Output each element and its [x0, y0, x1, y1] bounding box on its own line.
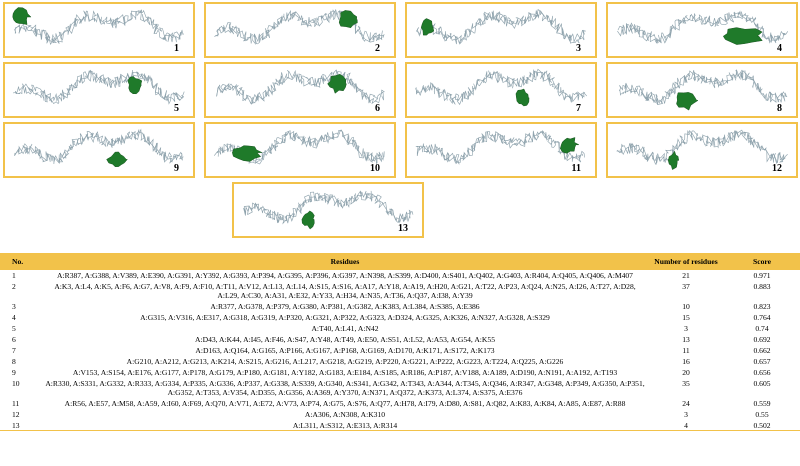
cell-no: 11	[12, 398, 20, 408]
cell-residues: A:D43, A:K44, A:I45, A:F46, A:S47, A:Y48, A:T49, A:E50, A:S51, A:L52, A:A53, A:G54, A:K55	[195, 334, 495, 344]
protein-backbone	[620, 70, 787, 104]
protein-structure-image	[608, 4, 796, 56]
protein-structure-image	[206, 64, 394, 116]
structure-panel-11	[405, 122, 597, 178]
table-row	[0, 409, 800, 420]
cell-residues: A:K3, A:L4, A:K5, A:F6, A:G7, A:V8, A:F9, A:F10, A:T11, A:V12, A:L13, A:L14, A:S15, A:S16, A:A17, A:Y18, A:A19, A:H20, A:G21, A:T22, A:P23, A:Q24, A:N25, A:I26, A:T27, A:D28, A:L29, A:C30, A:A31, A:E32, A:Y33, A:H34, A:N35, A:T36, A:Q37, A:I38, A:Y39	[54, 281, 636, 300]
cell-number-of-residues: 24	[682, 398, 690, 408]
protein-backbone	[244, 191, 413, 223]
table-body	[0, 270, 800, 431]
cell-number-of-residues: 10	[682, 301, 690, 311]
cell-no: 8	[12, 356, 16, 366]
binding-pocket-highlight	[128, 76, 142, 93]
cell-no: 2	[12, 281, 16, 291]
cell-residues: A:V153, A:S154, A:E176, A:G177, A:P178, A:G179, A:P180, A:G181, A:Y182, A:G183, A:E184, A:S185, A:R186, A:P187, A:V188, A:A189, A:D190, A:N191, A:A192, A:T193	[72, 367, 618, 377]
cell-score: 0.662	[753, 345, 771, 355]
structure-panel-3	[405, 2, 597, 58]
table-row	[0, 301, 800, 312]
panel-number-label: 9	[174, 163, 179, 174]
cell-score: 0.656	[753, 367, 771, 377]
protein-backbone	[13, 71, 183, 103]
cell-residues: A:R377, A:G378, A:P379, A:G380, A:P381, A:G382, A:K383, A:L384, A:S385, A:E386	[210, 301, 480, 311]
cell-no: 4	[12, 312, 16, 322]
cell-score: 0.823	[753, 301, 771, 311]
binding-pocket-highlight	[668, 151, 679, 169]
header-residues: Residues	[42, 253, 648, 270]
pocket-table-container	[0, 253, 800, 466]
structure-panel-12	[606, 122, 798, 178]
cell-score: 0.657	[753, 356, 771, 366]
structure-panel-4	[606, 2, 798, 58]
cell-no: 1	[12, 270, 16, 280]
table-row	[0, 312, 800, 323]
cell-number-of-residues: 35	[682, 378, 690, 388]
pocket-table	[0, 253, 800, 431]
cell-no: 12	[12, 409, 20, 419]
binding-pocket-highlight	[302, 211, 314, 229]
protein-structure-image	[5, 64, 193, 116]
structure-panel-13	[232, 182, 424, 238]
protein-structure-image	[608, 124, 796, 176]
table-row	[0, 281, 800, 301]
panel-number-label: 6	[375, 103, 380, 114]
structure-panel-5	[3, 62, 195, 118]
table-row	[0, 420, 800, 431]
cell-score: 0.55	[755, 409, 769, 419]
protein-structure-image	[206, 124, 394, 176]
protein-backbone	[417, 11, 585, 44]
header-number-of-residues: Number of residues	[648, 253, 724, 270]
cell-number-of-residues: 3	[684, 409, 688, 419]
binding-pocket-highlight	[676, 92, 698, 110]
protein-backbone	[15, 11, 184, 44]
cell-no: 3	[12, 301, 16, 311]
cell-score: 0.74	[755, 323, 769, 333]
cell-residues: A:R330, A:S331, A:G332, A:R333, A:G334, A:P335, A:G336, A:P337, A:G338, A:S339, A:G340, A:S341, A:G342, A:T343, A:A344, A:T345, A:Q346, A:R347, A:G348, A:P349, A:G350, A:P351, A:G352, A:T353, A:V354, A:D355, A:G356, A:A369, A:Y370, A:N371, A:Q372, A:K373, A:L374, A:S375, A:E376	[45, 378, 645, 397]
cell-score: 0.502	[753, 420, 771, 430]
cell-residues: A:D163, A:Q164, A:G165, A:P166, A:G167, A:P168, A:G169, A:D170, A:K171, A:S172, A:K173	[195, 345, 495, 355]
cell-score: 0.764	[753, 312, 771, 322]
protein-backbone	[417, 131, 582, 165]
protein-backbone	[15, 70, 184, 104]
protein-structure-image	[5, 124, 193, 176]
protein-backbone	[617, 131, 788, 163]
cell-no: 6	[12, 334, 16, 344]
cell-number-of-residues: 37	[682, 281, 690, 291]
structure-panel-9	[3, 122, 195, 178]
binding-pocket-highlight	[421, 18, 434, 35]
cell-no: 7	[12, 345, 16, 355]
structure-panel-1	[3, 2, 195, 58]
protein-backbone	[216, 70, 384, 104]
structure-panel-8	[606, 62, 798, 118]
cell-residues: A:G315, A:V316, A:E317, A:G318, A:G319, A:P320, A:G321, A:P322, A:G323, A:D324, A:G325, A:K326, A:N327, A:G328, A:S329	[140, 312, 550, 322]
binding-pocket-highlight	[107, 152, 128, 167]
protein-structure-image	[206, 4, 394, 56]
cell-score: 0.559	[753, 398, 771, 408]
protein-backbone	[416, 69, 587, 104]
binding-pocket-highlight	[13, 8, 31, 25]
structure-panel-6	[204, 62, 396, 118]
table-row	[0, 345, 800, 356]
cell-score: 0.971	[753, 270, 771, 280]
panel-number-label: 1	[174, 43, 179, 54]
panel-number-label: 10	[370, 163, 380, 174]
table-row	[0, 378, 800, 398]
protein-backbone	[15, 129, 184, 162]
structure-panel-7	[405, 62, 597, 118]
table-row	[0, 270, 800, 281]
cell-number-of-residues: 20	[682, 367, 690, 377]
protein-structure-image	[608, 64, 796, 116]
table-header	[0, 253, 800, 270]
cell-number-of-residues: 4	[684, 420, 688, 430]
table-row	[0, 398, 800, 409]
panel-number-label: 4	[777, 43, 782, 54]
protein-backbone	[415, 70, 585, 105]
protein-backbone	[217, 70, 384, 104]
panel-number-label: 2	[375, 43, 380, 54]
cell-number-of-residues: 3	[684, 323, 688, 333]
panel-number-label: 13	[398, 223, 408, 234]
cell-residues: A:A306, A:N308, A:K310	[304, 409, 386, 419]
binding-pocket-highlight	[516, 89, 529, 106]
binding-pocket-highlight	[339, 10, 357, 27]
binding-pocket-highlight	[560, 137, 579, 153]
structure-panel-2	[204, 2, 396, 58]
structure-panel-10	[204, 122, 396, 178]
panel-number-label: 7	[576, 103, 581, 114]
binding-pocket-highlight	[723, 28, 762, 45]
cell-number-of-residues: 11	[682, 345, 690, 355]
protein-structure-image	[407, 4, 595, 56]
table-row	[0, 323, 800, 334]
protein-structure-image	[234, 184, 422, 236]
panel-number-label: 3	[576, 43, 581, 54]
panel-number-label: 11	[571, 163, 581, 174]
table-header-row	[0, 253, 800, 270]
cell-residues: A:G210, A:A212, A:G213, A:K214, A:S215, A:G216, A:L217, A:G218, A:G219, A:P220, A:G221, A:P222, A:G223, A:T224, A:Q225, A:G226	[126, 356, 564, 366]
header-no: No.	[0, 253, 42, 270]
protein-structure-image	[5, 4, 193, 56]
cell-score: 0.605	[753, 378, 771, 388]
cell-no: 13	[12, 420, 20, 430]
cell-number-of-residues: 13	[682, 334, 690, 344]
panel-number-label: 5	[174, 103, 179, 114]
cell-score: 0.883	[753, 281, 771, 291]
protein-structure-image	[407, 64, 595, 116]
protein-backbone	[244, 191, 412, 224]
table-row	[0, 334, 800, 345]
cell-no: 5	[12, 323, 16, 333]
cell-number-of-residues: 21	[682, 270, 690, 280]
table-row	[0, 356, 800, 367]
cell-score: 0.692	[753, 334, 771, 344]
header-score: Score	[724, 253, 800, 270]
cell-residues: A:L311, A:S312, A:E313, A:R314	[292, 420, 398, 430]
cell-number-of-residues: 15	[682, 312, 690, 322]
cell-number-of-residues: 16	[682, 356, 690, 366]
protein-backbone	[619, 70, 786, 105]
cell-no: 10	[12, 378, 20, 388]
panel-number-label: 8	[777, 103, 782, 114]
cell-residues: A:T40, A:L41, A:N42	[311, 323, 379, 333]
cell-residues: A:R56, A:E57, A:M58, A:A59, A:I60, A:F69, A:Q70, A:V71, A:E72, A:V73, A:P74, A:G75, A:S76, A:Q77, A:H78, A:I79, A:D80, A:S81, A:Q82, A:K83, A:K84, A:A85, A:E87, A:R88	[64, 398, 626, 408]
table-row	[0, 367, 800, 378]
cell-no: 9	[12, 367, 16, 377]
cell-residues: A:R387, A:G388, A:V389, A:E390, A:G391, A:Y392, A:G393, A:P394, A:G395, A:P396, A:G397, A:N398, A:S399, A:D400, A:S401, A:Q402, A:G403, A:R404, A:Q405, A:Q406, A:M407	[57, 270, 633, 280]
protein-structure-image	[407, 124, 595, 176]
panel-number-label: 12	[772, 163, 782, 174]
